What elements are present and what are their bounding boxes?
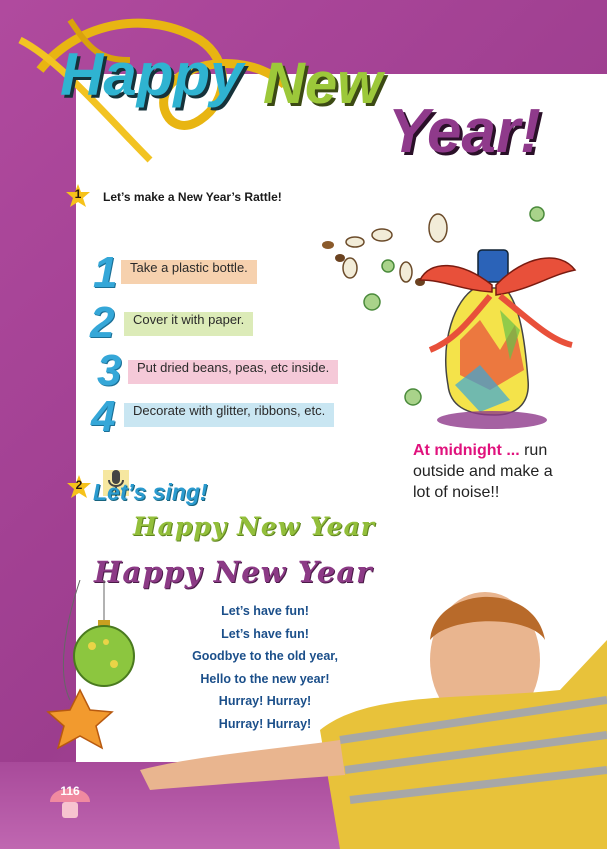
section-1-badge: 1 <box>65 183 91 209</box>
step-4-text: Decorate with glitter, ribbons, etc. <box>124 403 334 427</box>
midnight-note <box>413 440 573 503</box>
lets-sing-title: Let’s sing! <box>93 479 208 505</box>
section-1-heading: Let’s make a New Year’s Rattle! <box>103 190 282 204</box>
boy-photo <box>140 580 607 849</box>
section-2-badge: 2 <box>66 474 92 500</box>
rattle-illustration <box>310 200 595 435</box>
title-new: New <box>263 51 383 116</box>
title-happy: Happy <box>60 41 244 108</box>
song-title-purple: Happy New Year <box>94 555 373 589</box>
song-title-green: Happy New Year <box>133 512 375 541</box>
step-2-text: Cover it with paper. <box>124 312 253 336</box>
page-number-badge: 116 <box>46 778 94 820</box>
midnight-lead: At midnight ... <box>413 442 520 459</box>
midnight-rest: run outside and make a lot of noise!! <box>413 442 553 501</box>
lyric-line: Hurray! Hurray! <box>218 716 312 731</box>
ornament-decoration <box>40 580 150 770</box>
lyric-line: Hurray! Hurray! <box>218 694 312 708</box>
lyric-line: Let’s have fun! <box>221 604 309 618</box>
step-3-text: Put dried beans, peas, etc inside. <box>128 360 338 384</box>
step-1-text: Take a plastic bottle. <box>121 260 257 284</box>
step-number-2: 2 <box>90 298 115 347</box>
step-number-4: 4 <box>91 392 116 441</box>
title-year: Year! <box>388 97 541 166</box>
step-number-1: 1 <box>93 248 118 297</box>
lyric-line: Goodbye to the old year, <box>192 649 338 663</box>
lyric-line: Hello to the new year! <box>200 671 330 686</box>
step-number-3: 3 <box>97 346 122 395</box>
lyric-line: Let’s have fun! <box>221 626 309 641</box>
